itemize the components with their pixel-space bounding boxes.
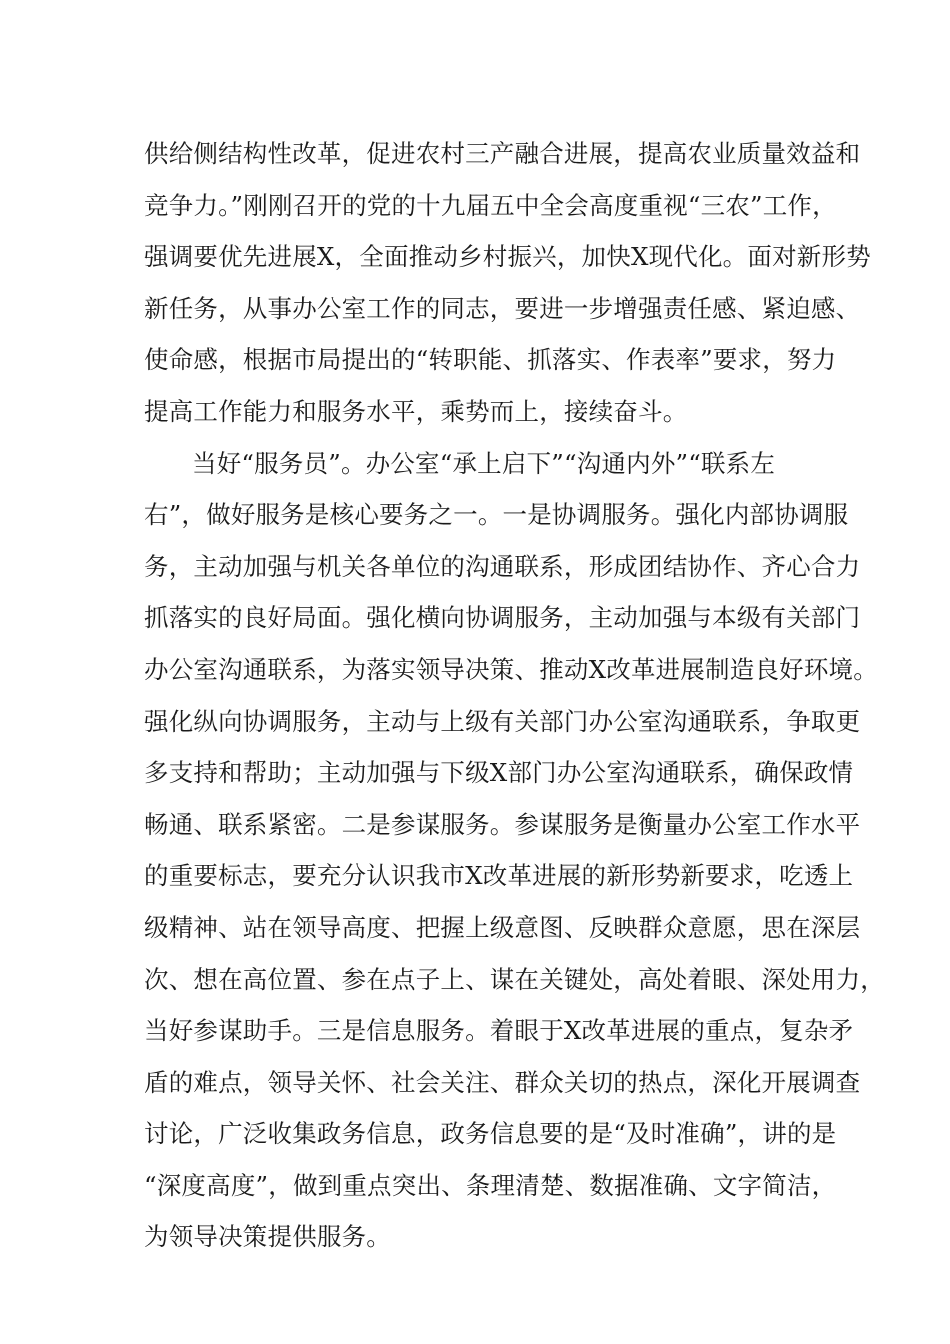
text-line: 为领导决策提供服务。 [144, 1222, 391, 1252]
text-line: 供给侧结构性改革，促进农村三产融合进展，提高农业质量效益和 [144, 139, 861, 168]
text-line: 的重要标志，要充分认识我市X改革进展的新形势新要求，吃透上 [144, 861, 854, 891]
text-line: 强化纵向协调服务，主动与上级有关部门办公室沟通联系，争取更 [144, 706, 861, 736]
paragraph-start-line: 当好“服务员”。办公室“承上启下”“沟通内外”“联系左 [192, 448, 776, 478]
text-line: 务，主动加强与机关各单位的沟通联系，形成团结协作、齐心合力 [144, 551, 861, 581]
text-line: 讨论，广泛收集政务信息，政务信息要的是“及时准确”，讲的是 [144, 1119, 837, 1149]
text-line: 次、想在高位置、参在点子上、谋在关键处，高处着眼、深处用力， [144, 964, 885, 994]
body-text [144, 130, 885, 1265]
text-line: 使命感，根据市局提出的“转职能、抓落实、作表率”要求，努力 [144, 345, 837, 375]
text-line: 盾的难点，领导关怀、社会关注、群众关切的热点，深化开展调查 [144, 1067, 861, 1097]
text-line: 多支持和帮助；主动加强与下级X部门办公室沟通联系，确保政情 [144, 758, 854, 788]
text-line: 抓落实的良好局面。强化横向协调服务，主动加强与本级有关部门 [144, 603, 861, 633]
text-line: 新任务，从事办公室工作的同志，要进一步增强责任感、紧迫感、 [144, 293, 861, 323]
text-line: 级精神、站在领导高度、把握上级意图、反映群众意愿，思在深层 [144, 912, 861, 942]
text-line: 强调要优先进展X，全面推动乡村振兴，加快X现代化。面对新形势 [144, 242, 871, 272]
text-line: 提高工作能力和服务水平，乘势而上，接续奋斗。 [144, 396, 688, 426]
text-line: 右”，做好服务是核心要务之一。一是协调服务。强化内部协调服 [144, 500, 849, 530]
text-line: 竞争力。”刚刚召开的党的十九届五中全会高度重视“三农”工作， [144, 190, 837, 220]
text-line: 当好参谋助手。三是信息服务。着眼于X改革进展的重点，复杂矛 [144, 1016, 854, 1046]
text-line: “深度高度”，做到重点突出、条理清楚、数据准确、文字简洁， [144, 1170, 837, 1200]
text-line: 畅通、联系紧密。二是参谋服务。参谋服务是衡量办公室工作水平 [144, 809, 861, 839]
text-line: 办公室沟通联系，为落实领导决策、推动X改革进展制造良好环境。 [144, 654, 878, 684]
